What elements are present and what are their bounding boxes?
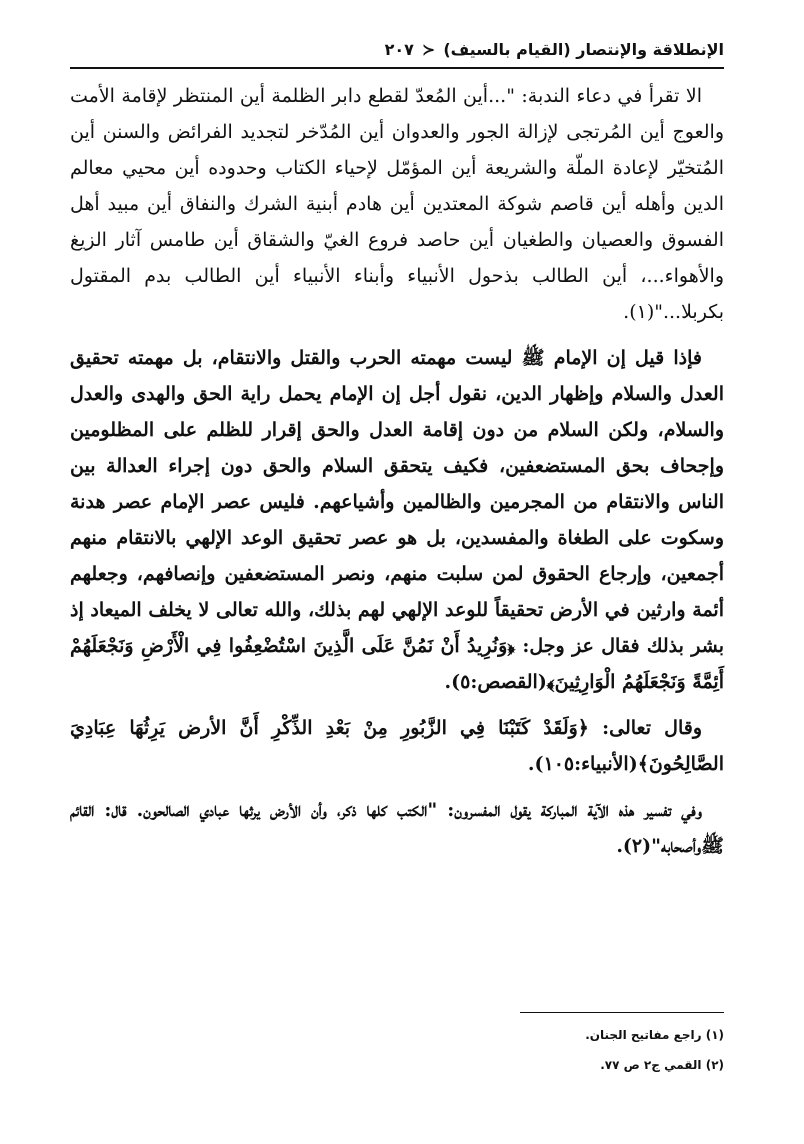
main-text xyxy=(70,78,724,874)
page-number: ٢٠٧ xyxy=(384,39,414,59)
header-title: الإنطلاقة والإنتصار (القيام بالسيف) xyxy=(443,39,724,59)
footnote-divider xyxy=(520,1012,724,1013)
paragraph-zabur-verse: وقال تعالى: ﴿وَلَقَدْ كَتَبْنَا فِي الزَّبُورِ مِنْ بَعْدِ الذِّكْرِ أَنَّ الأرض يَرِثُهَا عِبَادِيَ الصَّالِحُونَ﴾(الأنبياء:١٠٥). xyxy=(70,717,724,775)
paragraph-tafsir: وفي تفسير هذه الآية المباركة يقول المفسرون: "الكتب كلها ذكر، وأن الأرض يرثها عبادي الصالحون. قال: القائم ﷺوأصحابه"(٢). xyxy=(70,799,724,857)
footnote-2: (٢) القمي ج٢ ص ٧٧. xyxy=(600,1058,724,1072)
header-arrow-icon: ≺ xyxy=(421,39,436,59)
footnotes xyxy=(70,1020,724,1080)
header-divider xyxy=(70,67,724,69)
footnote-1: (١) راجع مفاتيح الجنان. xyxy=(585,1028,724,1042)
paragraph-imam-mission: فإذا قيل إن الإمام ﷺ ليست مهمته الحرب والقتل والانتقام، بل مهمته تحقيق العدل والسلام وإظهار الدين، نقول أجل إن الإمام يحمل راية الحق والهدى والعدل والسلام، ولكن السلام من دون إقامة العدل والحق إقرار للظلم على المظلومين وإجحاف بحق المستضعفين، فكيف يتحقق السلام والحق دون إجراء العدالة بين الناس والانتقام من المجرمين والظالمين وأشياعهم. فليس عصر الإمام عصر هدنة وسكوت على الطغاة والمفسدين، بل هو عصر تحقيق الوعد الإلهي بالانتقام منهم أجمعين، وإرجاع الحقوق لمن سلبت منهم، ونصر المستضعفين وإنصافهم، وجعلهم أئمة وارثين في الأرض تحقيقاً للوعد الإلهي لهم بذلك، والله تعالى لا يخلف الميعاد إذ بشر بذلك فقال عز وجل: ﴿وَنُرِيدُ أَنْ نَمُنَّ عَلَى الَّذِينَ اسْتُضْعِفُوا فِي الْأَرْضِ وَنَجْعَلَهُمْ أَئِمَّةً وَنَجْعَلَهُمُ الْوَارِثِينَ﴾(القصص:٥). xyxy=(70,347,724,693)
running-header xyxy=(70,34,724,64)
paragraph-dua-quote: الا تقرأ في دعاء الندبة: "...أين المُعدّ لقطع دابر الظلمة أين المنتظر لإقامة الأمت والعوج أين المُرتجى لإزالة الجور والعدوان أين المُدّخر لتجديد الفرائض والسنن أين المُتخيّر لإعادة الملّة والشريعة أين المؤمّل لإحياء الكتاب وحدوده أين محيي معالم الدين وأهله أين قاصم شوكة المعتدين أين هادم أبنية الشرك والنفاق أين مبيد أهل الفسوق والعصيان والطغيان أين حاصد فروع الغيّ والشقاق أين طامس آثار الزيغ والأهواء...، أين الطالب بذحول الأنبياء وأبناء الأنبياء أين الطالب بدم المقتول بكربلا..."(١). xyxy=(70,85,724,323)
